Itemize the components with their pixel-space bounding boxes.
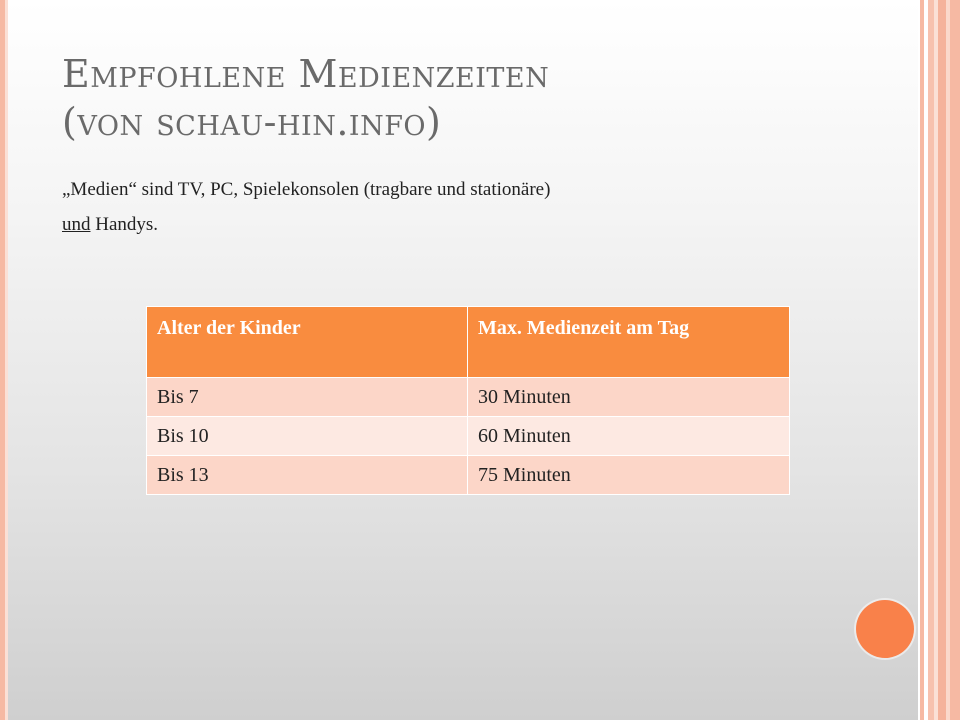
right-decorative-stripes bbox=[918, 0, 960, 720]
slide-subtitle bbox=[62, 172, 842, 242]
slide-title bbox=[62, 50, 882, 146]
orange-circle-decoration bbox=[856, 600, 914, 658]
subtitle-underlined-word: und bbox=[62, 214, 91, 235]
subtitle-text: „Medien“ sind TV, PC, Spielekonsolen (tragbare und stationäre) bbox=[62, 179, 551, 200]
subtitle-text-end: Handys. bbox=[90, 214, 159, 235]
slide-title-line-1: Empfohlene Medienzeiten bbox=[62, 52, 550, 96]
cell-time: 30 Minuten bbox=[468, 378, 790, 417]
cell-time: 60 Minuten bbox=[468, 417, 790, 456]
cell-time: 75 Minuten bbox=[468, 456, 790, 495]
table-row bbox=[147, 378, 790, 417]
cell-age: Bis 10 bbox=[147, 417, 468, 456]
cell-age: Bis 13 bbox=[147, 456, 468, 495]
slide-title-line-2: (von schau-hin.info) bbox=[62, 100, 442, 144]
left-decorative-border bbox=[0, 0, 8, 720]
table-header-row bbox=[147, 307, 790, 378]
media-time-table bbox=[146, 306, 790, 495]
header-age: Alter der Kinder bbox=[147, 307, 468, 378]
table-row bbox=[147, 417, 790, 456]
table-row bbox=[147, 456, 790, 495]
cell-age: Bis 7 bbox=[147, 378, 468, 417]
header-max-time: Max. Medienzeit am Tag bbox=[468, 307, 790, 378]
